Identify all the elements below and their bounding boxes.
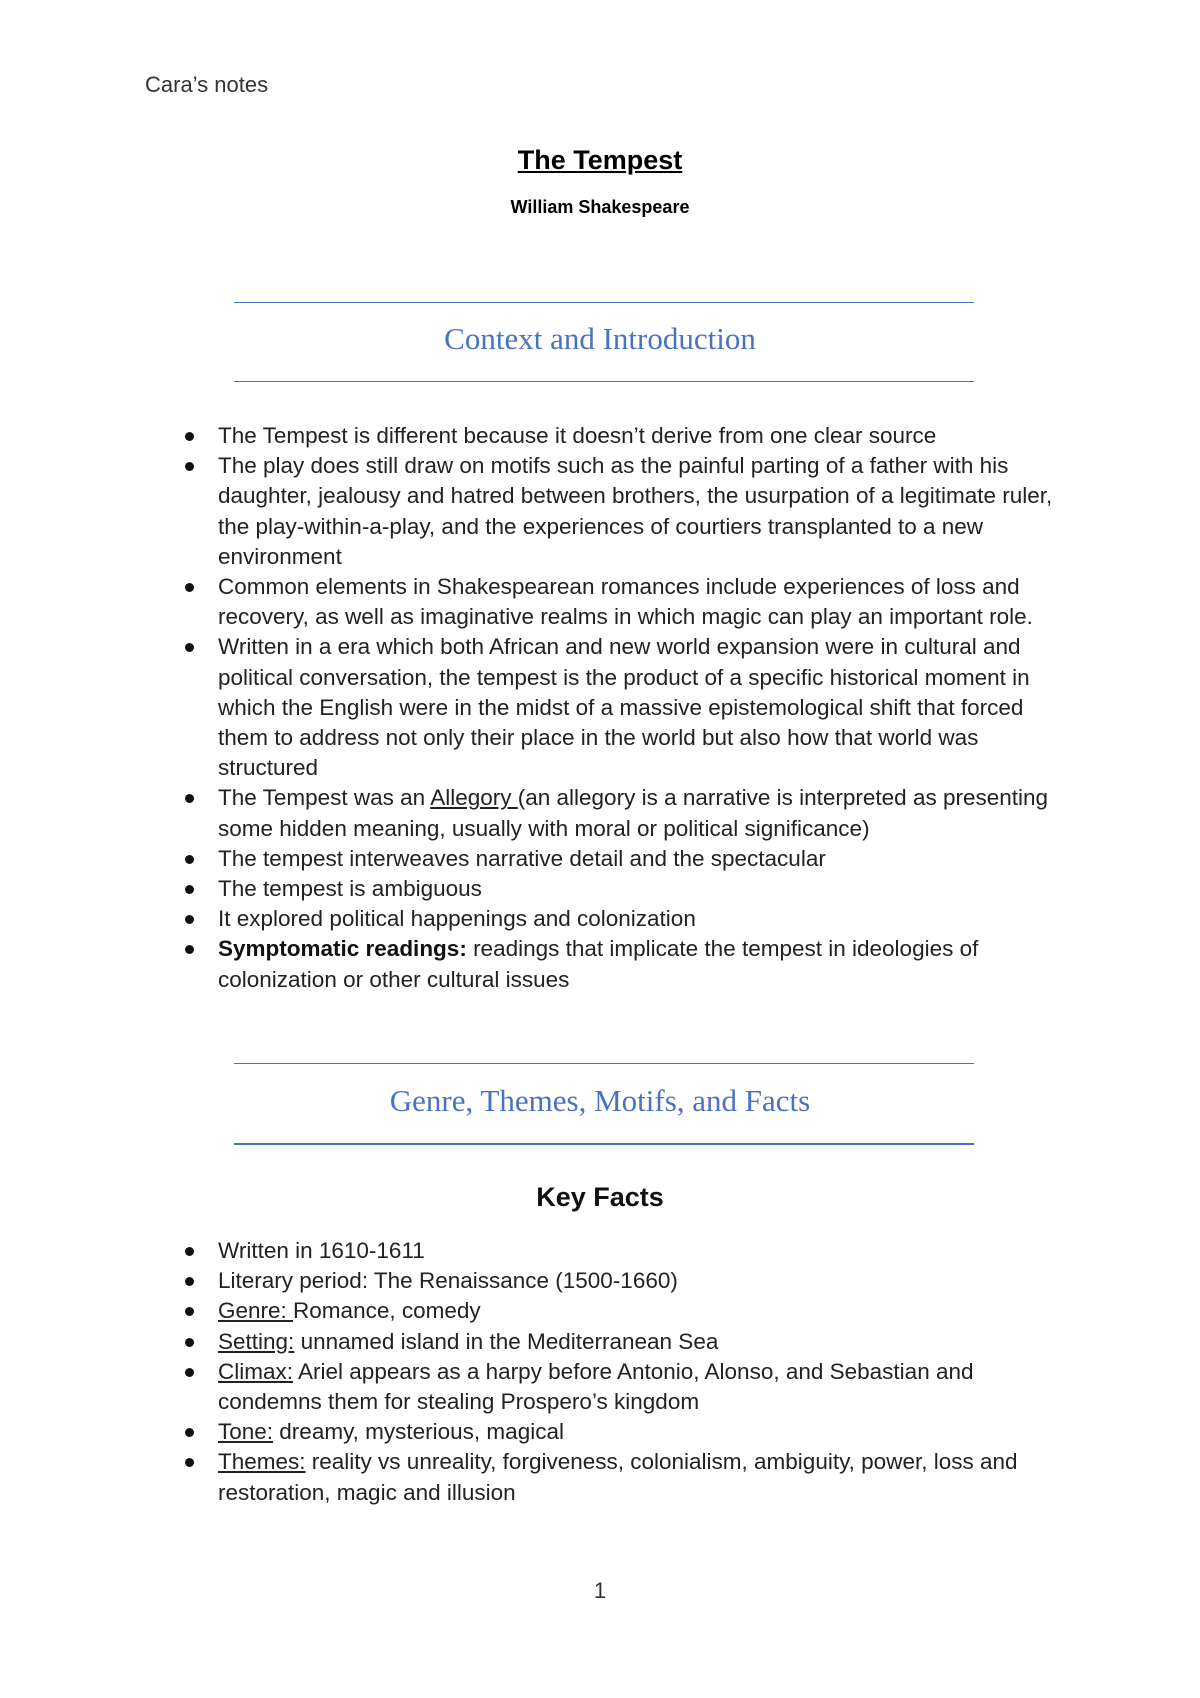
bullet-icon [185,1458,194,1467]
genre-term: Genre: [218,1298,294,1324]
bullet-icon [185,1247,194,1256]
bullet-icon [185,1428,194,1437]
bullet-icon [185,1277,194,1286]
key-facts-bullet-list [185,1236,1065,1508]
section-divider-top [234,302,974,303]
list-item: The play does still draw on motifs such as the painful parting of a father with his daughter, jealousy and hatred between brothers, the usurpation of a legitimate ruler, the play-within-a-play, and the experiences of courtiers transplanted to a new environment [185,451,1065,572]
section-heading-context: Context and Introduction [444,321,756,356]
list-item: The Tempest is different because it doesn’t derive from one clear source [185,421,1065,451]
bullet-icon [185,583,194,592]
list-item: Common elements in Shakespearean romances include experiences of loss and recovery, as well as imaginative realms in which magic can play an important role. [185,572,1065,632]
list-item: Themes: reality vs unreality, forgiveness, colonialism, ambiguity, power, loss and restoration, magic and illusion [185,1447,1065,1507]
list-item: The tempest interweaves narrative detail and the spectacular [185,844,1065,874]
climax-term: Climax: [218,1358,294,1384]
bullet-icon [185,1307,194,1316]
themes-term: Themes: [218,1449,306,1475]
list-item: Tone: dreamy, mysterious, magical [185,1417,1065,1447]
setting-term: Setting: [218,1328,295,1354]
document-title: The Tempest [517,145,683,175]
bullet-icon [185,855,194,864]
list-item: Climax: Ariel appears as a harpy before Antonio, Alonso, and Sebastian and condemns them for stealing Prospero’s kingdom [185,1357,1065,1417]
bullet-icon [185,643,194,652]
key-facts-heading: Key Facts [536,1182,664,1212]
bullet-icon [185,432,194,441]
bullet-icon [185,1338,194,1347]
document-author: William Shakespeare [510,197,690,217]
list-item: Setting: unnamed island in the Mediterranean Sea [185,1327,1065,1357]
section-heading-genre: Genre, Themes, Motifs, and Facts [389,1083,811,1118]
list-item: The Tempest was an Allegory (an allegory is a narrative is interpreted as presenting some hidden meaning, usually with moral or political significance) [185,783,1065,843]
bullet-icon [185,794,194,803]
section-divider-top [234,1063,974,1064]
context-bullet-list [185,421,1065,995]
bullet-icon [185,945,194,954]
list-item: Literary period: The Renaissance (1500-1660) [185,1266,1065,1296]
section-divider-bottom [234,1143,974,1145]
list-item: Written in 1610-1611 [185,1236,1065,1266]
list-item: Genre: Romance, comedy [185,1296,1065,1326]
symptomatic-term: Symptomatic readings: [218,936,467,962]
page-number: 1 [593,1578,607,1603]
header-note: Cara’s notes [145,72,269,97]
list-item: Written in a era which both African and new world expansion were in cultural and political conversation, the tempest is the product of a specific historical moment in which the English were in the midst of a massive epistemological shift that forced them to address not only their place in the world but also how that world was structured [185,632,1065,783]
list-item: It explored political happenings and colonization [185,904,1065,934]
bullet-icon [185,462,194,471]
allegory-term: Allegory [430,785,518,811]
bullet-icon [185,1368,194,1377]
list-item: The tempest is ambiguous [185,874,1065,904]
list-item: Symptomatic readings: readings that implicate the tempest in ideologies of colonization or other cultural issues [185,934,1065,994]
section-divider-bottom [234,381,974,382]
bullet-icon [185,915,194,924]
bullet-icon [185,885,194,894]
tone-term: Tone: [218,1419,274,1445]
